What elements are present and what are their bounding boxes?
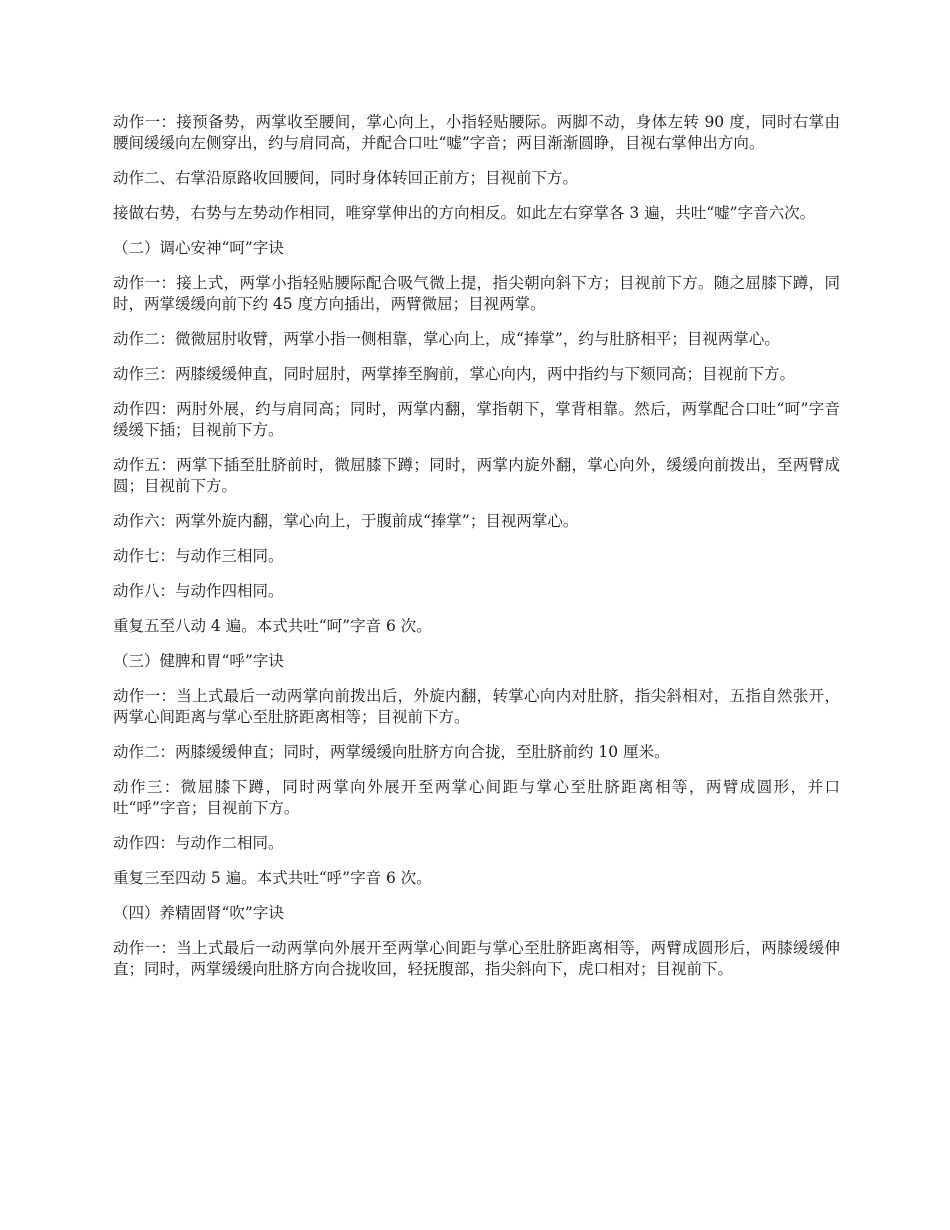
paragraph-he-action-1: 动作一：接上式，两掌小指轻贴腰际配合吸气微上提，指尖朝向斜下方；目视前下方。随之屈膝下蹲，同时，两掌缓缓向前下约 45 度方向插出，两臂微屈；目视两掌。	[113, 274, 840, 313]
paragraph-he-action-7: 动作七：与动作三相同。	[113, 547, 284, 565]
paragraph-xu-action-1: 动作一：接预备势，两掌收至腰间，掌心向上，小指轻贴腰际。两脚不动，身体左转 90 度，同时右掌由腰间缓缓向左侧穿出，约与肩同高，并配合口吐“嘘”字音；两目渐渐圆睁，目视右掌伸出方向。	[113, 113, 840, 152]
section-heading-hu: （三）健脾和胃“呼”字诀	[113, 652, 284, 670]
paragraph-hu-repeat: 重复三至四动 5 遍。本式共吐“呼”字音 6 次。	[113, 869, 432, 887]
paragraph-xu-action-2: 动作二、右掌沿原路收回腰间，同时身体转回正前方；目视前下方。	[113, 169, 579, 187]
paragraph-hu-action-3: 动作三：微屈膝下蹲，同时两掌向外展开至两掌心间距与掌心至肚脐距离相等，两臂成圆形，并口吐“呼”字音；目视前下方。	[113, 778, 840, 817]
paragraph-he-action-2: 动作二：微微屈肘收臂，两掌小指一侧相靠，掌心向上，成“捧掌”，约与肚脐相平；目视两掌心。	[113, 330, 780, 348]
paragraph-he-action-5: 动作五：两掌下插至肚脐前时，微屈膝下蹲；同时，两掌内旋外翻，掌心向外，缓缓向前拨出，至两臂成圆；目视前下方。	[113, 456, 840, 495]
paragraph-xu-right-side: 接做右势，右势与左势动作相同，唯穿掌伸出的方向相反。如此左右穿掌各 3 遍，共吐“嘘”字音六次。	[113, 204, 816, 222]
paragraph-he-action-6: 动作六：两掌外旋内翻，掌心向上，于腹前成“捧掌”；目视两掌心。	[113, 512, 579, 530]
paragraph-he-action-4: 动作四：两肘外展，约与肩同高；同时，两掌内翻，掌指朝下，掌背相靠。然后，两掌配合口吐“呵”字音缓缓下插；目视前下方。	[113, 400, 840, 439]
paragraph-chui-action-1: 动作一：当上式最后一动两掌向外展开至两掌心间距与掌心至肚脐距离相等，两臂成圆形后，两膝缓缓伸直；同时，两掌缓缓向肚脐方向合拢收回，轻抚腹部，指尖斜向下，虎口相对；目视前下。	[113, 939, 840, 978]
paragraph-he-repeat: 重复五至八动 4 遍。本式共吐“呵”字音 6 次。	[113, 617, 432, 635]
paragraph-he-action-8: 动作八：与动作四相同。	[113, 582, 284, 600]
paragraph-hu-action-2: 动作二：两膝缓缓伸直；同时，两掌缓缓向肚脐方向合拢，至肚脐前约 10 厘米。	[113, 743, 670, 761]
section-heading-he: （二）调心安神“呵”字诀	[113, 239, 284, 257]
paragraph-hu-action-1: 动作一：当上式最后一动两掌向前拨出后，外旋内翻，转掌心向内对肚脐，指尖斜相对，五指自然张开，两掌心间距离与掌心至肚脐距离相等；目视前下方。	[113, 687, 840, 726]
document-body	[113, 112, 840, 994]
paragraph-he-action-3: 动作三：两膝缓缓伸直，同时屈肘，两掌捧至胸前，掌心向内，两中指约与下颏同高；目视前下方。	[113, 365, 796, 383]
paragraph-hu-action-4: 动作四：与动作二相同。	[113, 834, 284, 852]
section-heading-chui: （四）养精固肾“吹”字诀	[113, 904, 284, 922]
